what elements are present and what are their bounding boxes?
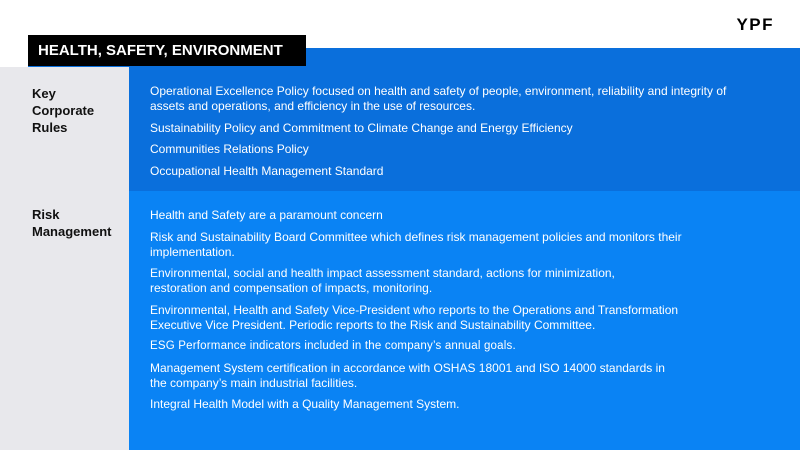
- list-item: Communities Relations Policy: [150, 142, 309, 156]
- list-item: Sustainability Policy and Commitment to Climate Change and Energy Efficiency: [150, 120, 573, 135]
- label-line: Key: [32, 86, 56, 101]
- label-line: Rules: [32, 120, 68, 135]
- list-item: ESG Performance indicators included in the company’s annual goals.: [150, 340, 516, 352]
- label-line: Risk: [32, 207, 60, 222]
- slide-title: HEALTH, SAFETY, ENVIRONMENT: [28, 35, 306, 66]
- ypf-logo: YPF: [736, 15, 774, 34]
- section-label-risk-management: [32, 206, 122, 240]
- section-label-key-corporate-rules: [32, 85, 122, 136]
- list-item: Integral Health Model with a Quality Management System.: [150, 397, 460, 411]
- risk-management-list: [150, 208, 710, 419]
- list-item: Environmental, social and health impact assessment standard, actions for minimization, restoration and compensation of impacts, monitoring.: [150, 266, 615, 295]
- label-line: Corporate: [32, 103, 95, 118]
- list-item: Operational Excellence Policy focused on health and safety of people, environment, reliability and integrity of assets and operations, and efficiency in the use of resources.: [150, 84, 727, 113]
- list-item: Health and Safety are a paramount concern: [150, 208, 383, 222]
- key-corporate-rules-list: [150, 84, 750, 185]
- list-item: Environmental, Health and Safety Vice-President who reports to the Operations and Transformation Executive Vice President. Periodic reports to the Risk and Sustainability Committee.: [150, 302, 679, 332]
- label-line: Management: [32, 224, 112, 239]
- list-item: Management System certification in accordance with OSHAS 18001 and ISO 14000 standards in the company’s main industrial facilities.: [150, 360, 665, 390]
- list-item: Risk and Sustainability Board Committee which defines risk management policies and monitors their implementation.: [150, 229, 682, 259]
- list-item: Occupational Health Management Standard: [150, 163, 384, 178]
